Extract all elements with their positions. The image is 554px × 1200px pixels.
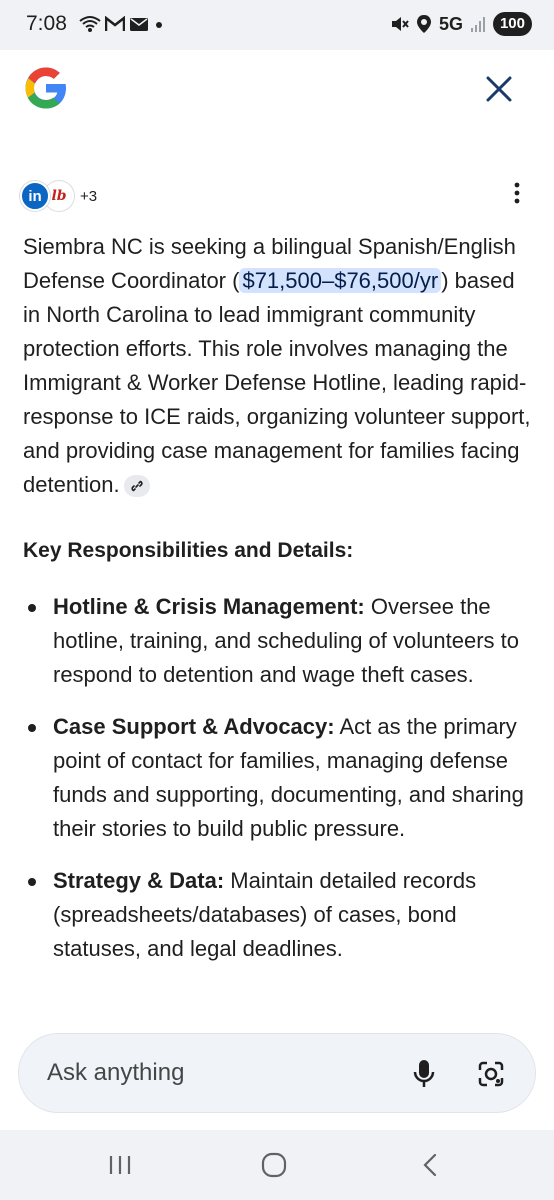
location-icon [416,14,432,34]
lens-search-button[interactable] [471,1054,511,1094]
bullet-text: Act as the primary point of contact for families, managing defense funds and supporting, documenting, and sharing their stories to build public pressure. [53,714,524,841]
bullet-title: Case Support & Advocacy: [53,714,335,739]
link-icon [130,479,144,493]
responsibilities-heading: Key Responsibilities and Details: [23,539,354,562]
home-button[interactable] [254,1148,294,1182]
google-g-icon[interactable] [22,64,70,112]
list-item [23,590,535,692]
recents-icon [108,1154,132,1176]
status-time: 7:08 [26,12,67,35]
bullet-title: Hotline & Crisis Management: [53,594,365,619]
status-system-icons [389,12,532,36]
signal-icon [470,15,486,33]
dot-icon [153,16,165,32]
back-button[interactable] [410,1148,450,1182]
intro-text-before: Siembra NC is seeking a bilingual Spanish/English Defense Coordinator ( [23,234,516,293]
list-item [23,710,535,846]
recents-button[interactable] [100,1148,140,1182]
home-icon [261,1152,287,1178]
sources-row[interactable] [20,181,97,211]
lb-source-logo[interactable]: lb [44,181,74,211]
more-vert-icon [514,182,520,204]
mail-icon [129,16,149,32]
source-link-chip[interactable] [124,475,150,497]
salary-highlight[interactable]: $71,500–$76,500/yr [239,268,441,293]
network-label: 5G [438,13,463,34]
intro-text-after: ) based in North Carolina to lead immigrant community protection efforts. This role involves managing the Immigrant & Worker Defense Hotline, leading rapid-response to ICE raids, organizing volunteer support, and providing case management for families facing detention. [23,268,531,497]
battery-badge: 100 [493,12,532,36]
wifi-call-icon [79,15,101,33]
answer-intro [23,230,535,502]
sources-more-count[interactable]: +3 [80,187,98,205]
bullet-title: Strategy & Data: [53,868,225,893]
bullet-text: Oversee the hotline, training, and scheduling of volunteers to respond to detention and wage theft cases. [53,594,519,687]
close-icon [485,75,513,103]
responsibilities-list [23,590,535,966]
voice-search-button[interactable] [404,1054,444,1094]
mute-icon [389,14,409,34]
ask-input-bar[interactable] [18,1033,536,1113]
bullet-dot-icon [28,724,36,732]
answer-content [23,230,535,984]
bullet-text: Maintain detailed records (spreadsheets/databases) of cases, bond statuses, and legal deadlines. [53,868,477,961]
ask-input-placeholder[interactable]: Ask anything [47,1059,185,1086]
bullet-dot-icon [28,878,36,886]
close-button[interactable] [480,70,518,108]
mic-icon [413,1059,435,1089]
gmail-icon [105,16,125,32]
more-options-button[interactable] [504,180,530,206]
android-nav-bar [0,1130,554,1200]
linkedin-source-logo[interactable]: in [20,181,50,211]
list-item [23,864,535,966]
status-bar [0,0,554,50]
bullet-dot-icon [28,604,36,612]
camera-lens-icon [477,1060,505,1088]
status-notification-icons [79,15,165,33]
back-icon [421,1153,439,1177]
